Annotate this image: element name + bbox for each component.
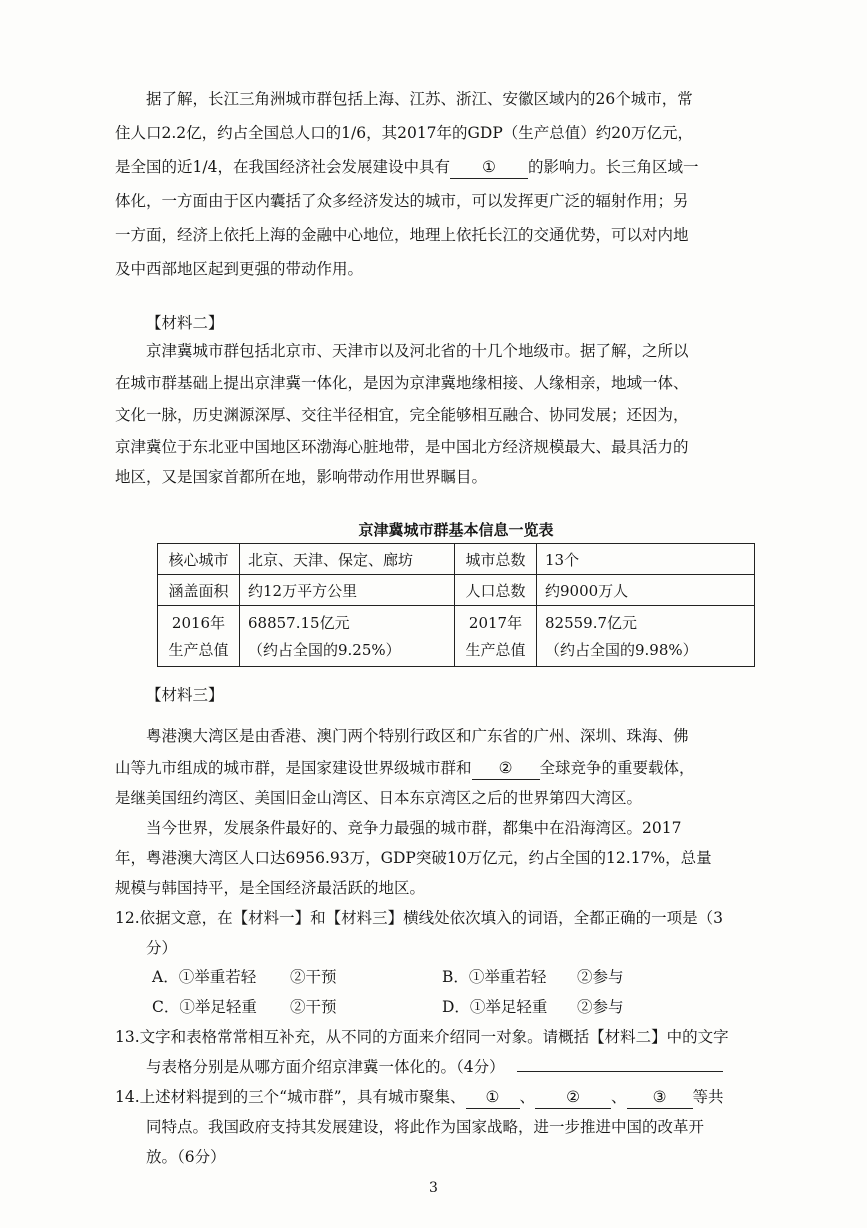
table-row: [158, 606, 755, 667]
table-cell: [455, 606, 537, 667]
option-c-part-1: C．①举足轻重: [152, 998, 257, 1016]
m1-line-1: 据了解，长江三角洲城市群包括上海、江苏、浙江、安徽区域内的26个城市，常: [146, 90, 693, 108]
info-table: [157, 543, 755, 667]
cell-line: 2016年: [171, 614, 226, 632]
q12-stem-line-2: 分）: [146, 939, 178, 957]
cell-line: （约占全国的9.98%）: [545, 641, 698, 659]
q13-stem-line-2: [146, 1056, 723, 1078]
m3-line-3: 是继美国纽约湾区、美国旧金山湾区、日本东京湾区之后的世界第四大湾区。: [115, 789, 643, 807]
cell-line: 生产总值: [465, 641, 526, 659]
m2-line-4: 京津冀位于东北亚中国地区环渤海心脏地带，是中国北方经济规模最大、最具活力的: [115, 438, 689, 456]
option-b-part-1: B．①举重若轻: [442, 968, 547, 986]
cell-line: 生产总值: [168, 641, 229, 659]
q12-option-a[interactable]: [152, 966, 256, 988]
blank-2: ②: [472, 757, 540, 780]
cell-line: 2017年: [468, 614, 523, 632]
m3-line-2: [115, 757, 695, 780]
q14-separator-2: 、: [611, 1088, 627, 1106]
table-row: [158, 544, 755, 575]
q14-stem-line-1: [115, 1086, 724, 1109]
q14-separator-1: 、: [519, 1088, 536, 1106]
m3-line-4: 当今世界，发展条件最好的、竞争力最强的城市群，都集中在沿海湾区。2017: [146, 819, 682, 837]
table-cell: 约12万平方公里: [240, 575, 455, 606]
q13-answer-blank[interactable]: [517, 1071, 723, 1072]
cell-line: 68857.15亿元: [248, 614, 350, 632]
page-number: 3: [429, 1180, 438, 1196]
option-d-part-1: D．①举足轻重: [442, 998, 548, 1016]
m2-line-1: 京津冀城市群包括北京市、天津市以及河北省的十几个地级市。据了解，之所以: [146, 342, 689, 360]
m2-line-3: 文化一脉，历史渊源深厚、交往半径相宜，完全能够相互融合、协同发展；还因为，: [115, 406, 689, 424]
m1-line-3: [115, 156, 698, 179]
cell-line: 82559.7亿元: [545, 614, 638, 632]
m3-line-2-text-a: 山等九市组成的城市群，是国家建设世界级城市群和: [115, 759, 472, 777]
table-cell: 涵盖面积: [158, 575, 240, 606]
q14-stem-line-3: 放。（6分）: [146, 1148, 226, 1166]
table-cell: [158, 606, 240, 667]
table-cell: [537, 606, 755, 667]
q14-stem-line-2: 同特点。我国政府支持其发展建设，将此作为国家战略，进一步推进中国的改革开: [146, 1118, 705, 1136]
table-cell: 13个: [537, 544, 755, 575]
m1-line-3-text-a: 是全国的近1/4，在我国经济社会发展建设中具有: [115, 158, 450, 176]
q13-stem-line-1: 13.文字和表格常常相互补充，从不同的方面来介绍同一对象。请概括【材料二】中的文字: [115, 1028, 729, 1046]
m3-line-2-text-c: 全球竞争的重要载体，: [539, 759, 695, 777]
m1-line-2: 住人口2.2亿，约占全国总人口的1/6，其2017年的GDP（生产总值）约20万亿元，: [115, 124, 694, 142]
q12-stem-line-1: 12.依据文意，在【材料一】和【材料三】横线处依次填入的词语，全都正确的一项是（3: [115, 909, 724, 927]
table-cell: 人口总数: [455, 575, 537, 606]
q14-blank-2[interactable]: ②: [535, 1086, 611, 1109]
m3-line-1: 粤港澳大湾区是由香港、澳门两个特别行政区和广东省的广州、深圳、珠海、佛: [146, 727, 689, 745]
m1-line-4: 体化，一方面由于区内囊括了众多经济发达的城市，可以发挥更广泛的辐射作用；另: [115, 192, 689, 210]
table-cell: 北京、天津、保定、廊坊: [240, 544, 455, 575]
m1-line-3-text-c: 的影响力。长三角区域一: [527, 158, 699, 176]
q13-stem-text: 与表格分别是从哪方面介绍京津冀一体化的。（4分）: [146, 1058, 505, 1076]
option-a-part-1: A．①举重若轻: [152, 968, 257, 986]
q14-text-a: 14.上述材料提到的三个“城市群”，具有城市聚集、: [115, 1088, 466, 1106]
table-cell: 约9000万人: [537, 575, 755, 606]
table-caption: 京津冀城市群基本信息一览表: [358, 521, 554, 539]
table-cell: 核心城市: [158, 544, 240, 575]
m2-line-5: 地区，又是国家首都所在地，影响带动作用世界瞩目。: [115, 468, 488, 486]
material-3-heading: 【材料三】: [146, 686, 224, 704]
q12-option-c[interactable]: [152, 996, 257, 1018]
table-row: [158, 575, 755, 606]
q14-text-b: 等共: [692, 1088, 724, 1106]
m1-line-5: 一方面，经济上依托上海的金融中心地位，地理上依托长江的交通优势，可以对内地: [115, 226, 689, 244]
cell-line: （约占全国的9.25%）: [248, 641, 401, 659]
table-cell: 城市总数: [455, 544, 537, 575]
q12-option-a-2: ②干预: [290, 968, 337, 986]
q12-option-c-2: ②干预: [290, 998, 337, 1016]
q14-blank-1[interactable]: ①: [466, 1086, 520, 1109]
q14-blank-3[interactable]: ③: [627, 1086, 693, 1109]
material-2-heading: 【材料二】: [146, 314, 224, 332]
q12-option-b[interactable]: [442, 966, 546, 988]
m1-line-6: 及中西部地区起到更强的带动作用。: [115, 260, 364, 278]
blank-1: ①: [450, 156, 528, 179]
q12-option-d[interactable]: [442, 996, 547, 1018]
m3-line-5: 年，粤港澳大湾区人口达6956.93万，GDP突破10万亿元，约占全国的12.17%，总量: [115, 849, 712, 867]
m3-line-6: 规模与韩国持平，是全国经济最活跃的地区。: [115, 879, 426, 897]
q12-option-d-2: ②参与: [577, 998, 624, 1016]
q12-option-b-2: ②参与: [577, 968, 624, 986]
m2-line-2: 在城市群基础上提出京津冀一体化，是因为京津冀地缘相接、人缘相亲，地域一体、: [115, 374, 689, 392]
table-cell: [240, 606, 455, 667]
